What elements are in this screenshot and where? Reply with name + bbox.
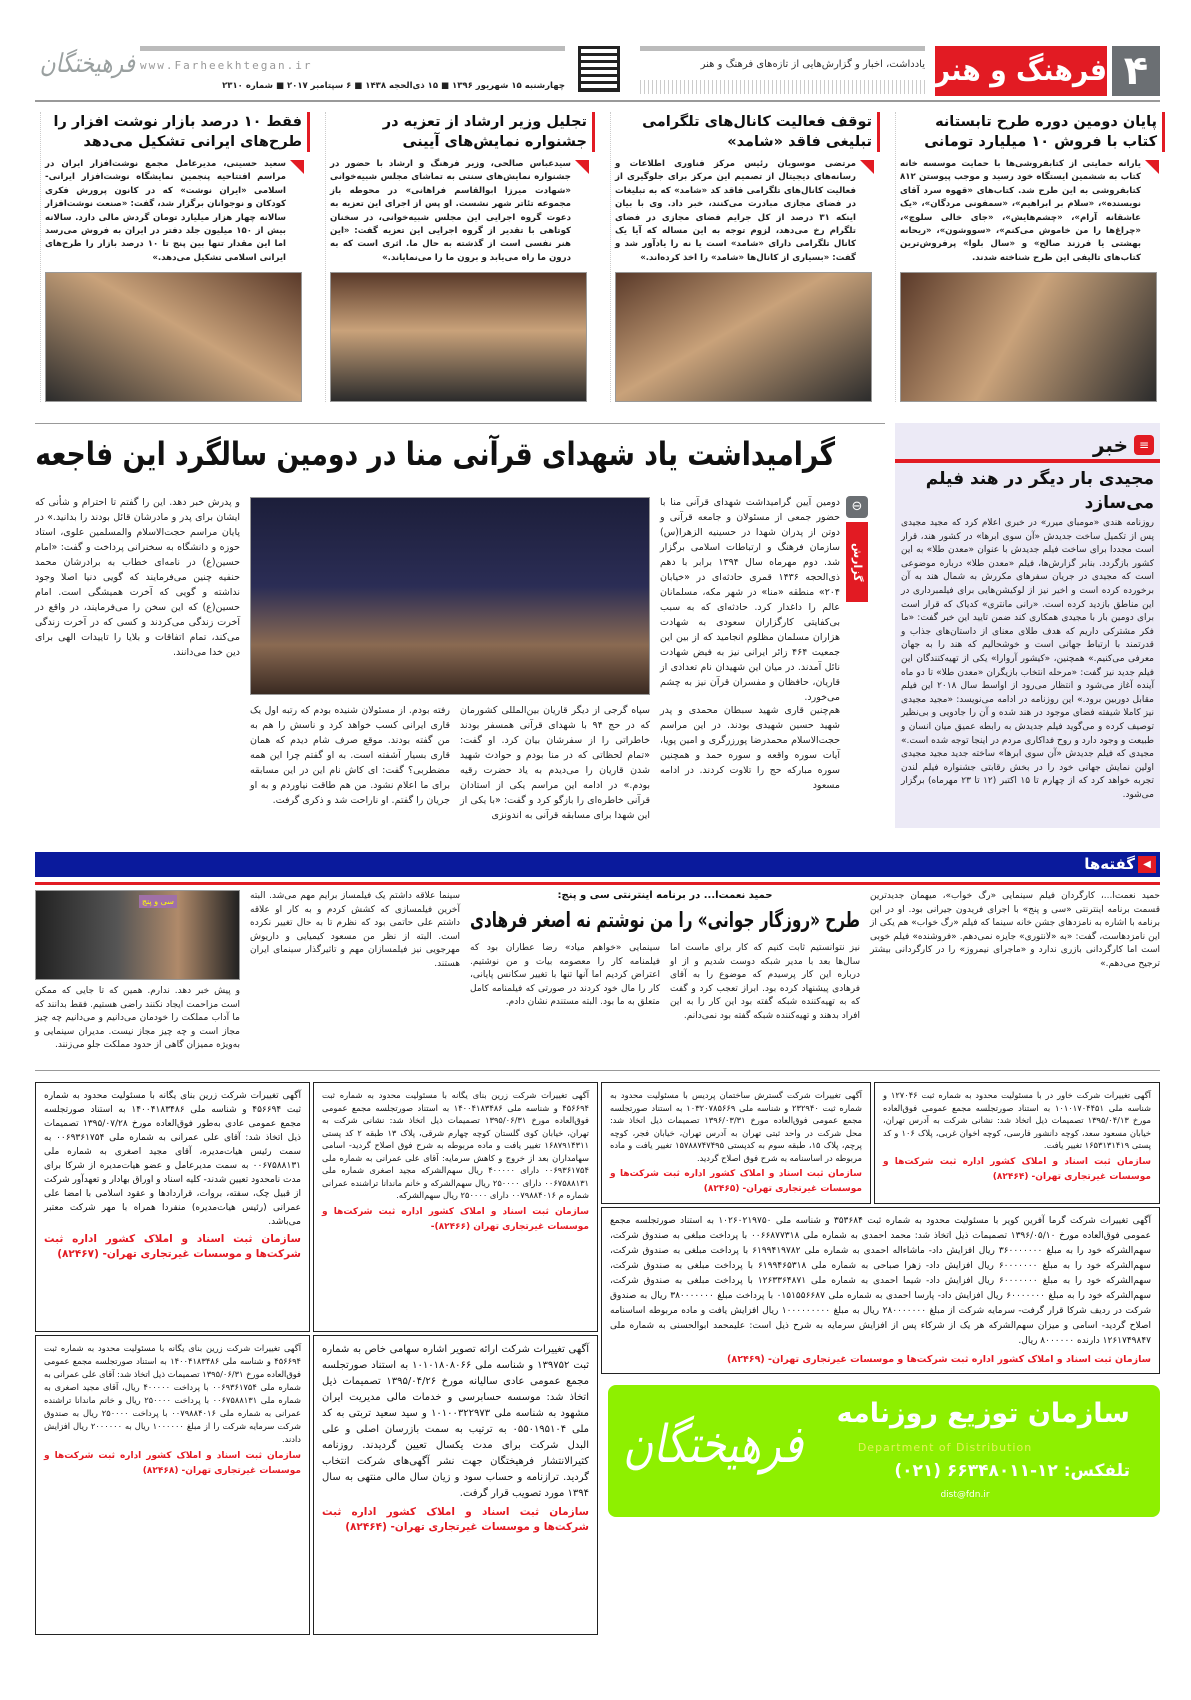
report-tag: گزارش [846,522,868,602]
main-top-rule [35,423,885,424]
ad-org: سازمان ثبت اسناد و املاک کشور اداره ثبت شرکت‌ها و موسسات غیرتجاری تهران- (۸۲۴۶۹) [727,1354,1151,1365]
story-body-row [615,158,880,266]
header-rule [640,46,925,51]
ads-column-left [35,1082,310,1635]
main-col-right: دومین آیین گرامیداشت شهدای قرآنی منا با حضور جمعی از مسئولان و جامعه قرآنی و دوتن از پدران شهدا در حسینیه الزهرا(س) سازمان فرهنگ و ارتباطات اسلامی برگزار شد. دوم مهرماه سال ۱۳۹۴ برابر با دهم ذی‌الحجه ۱۴۳۶ قمری حادثه‌ای در «خیابان ۲۰۴» منطقه «منا» در شهر مکه، مسلمانان عالم را داغدار کرد. حادثه‌ای که به سبب بی‌کفایتی کارگزاران سعودی به شهادت هزاران مسلمان مظلوم انجامید که از بین این جمعیت ۴۶۴ زائر ایرانی نیز به فیض شهادت نائل آمدند. در میان این شهیدان نام تعدادی از قاریان، حافظان و مفسران قرآن نیز به چشم می‌خورد. [660,497,840,703]
top-story [40,112,310,402]
story-body-row [45,158,310,266]
red-corner-icon [575,160,589,174]
story-title: فقط ۱۰ درصد بازار نوشت افزار را طرح‌های ایرانی تشکیل می‌دهد [45,112,310,152]
back-arrow-icon: ⊖ [846,496,868,518]
main-col-left: و پدرش خبر دهد. این را گفتم تا احترام و شأنی که ایشان برای پدر و مادرشان قائل بودند را بدانید.» در پایان مراسم حجت‌الاسلام والمسلمین علوی، استاد حوزه و دانشگاه به سخنرانی پرداخت و گفت: «امام حسین(ع) در نامه‌ای خطاب به برادرشان محمد حنفیه چنین می‌فرمایند که گویی دنیا اصلا وجود نداشته و گویی که آخرت همیشگی است. امام حسین(ع) که این سخن را می‌فرمایند، در واقع در آخرت زندگی می‌کردند و کسی که در آخرت زندگی می‌کند، تمام اتفاقات و بلایا را تاییدات الهی برای دین خدا می‌دانند. [35,497,240,658]
story-photo [615,272,872,402]
section-subtitle: یادداشت، اخبار و گزارش‌هایی از تازه‌های فرهنگ و هنر [700,59,925,70]
story-title: توقف فعالیت کانال‌های تلگرامی تبلیغی فاقد «شامد» [615,112,880,152]
story-body: سیدعباس صالحی، وزیر فرهنگ و ارشاد با حضور در جشنواره نمایش‌های سنتی به تماشای مجلس شبیه‌خوانی «شهادت میرزا ابوالقاسم فراهانی» در محوطه باز مجموعه تئاتر شهر نشست. او پس از اجرای این تعزیه به دعوت گروه اجرایی این مجلس شبیه‌خوانی، در سخنان کوتاهی با تقدیر از گروه اجرایی این تعزیه گفت: «این هنر نفسی است از گذشته به حال ما. اثری است که به درون ما راه می‌یابد و برون ما را می‌نمایاند.» [330,159,571,263]
story-title: پایان دومین دوره طرح تابستانه کتاب با فروش ۱۰ میلیارد تومانی [900,112,1165,152]
story-photo [330,272,587,402]
red-corner-icon [860,160,874,174]
sayings-col-1: حمید نعمت‌ا...، کارگردان فیلم سینمایی «رگ خواب»، میهمان جدیدترین قسمت برنامه اینترنتی «سی و پنج» با اجرای فریدون جیرانی بود. او در این برنامه با اشاره به نامزدهای جشن خانه سینما که فیلم «رگ خواب» هم یکی از این نامزدهاست، گفت: «به «لانتوری» جایزه نمی‌دهم. «فروشنده» فیلم خوبی است اما کارگردانی بازری ندارد و «ماجرای نیمروز» را در کارگردانی بیشتر ترجیح می‌دهم.» [870,891,1160,969]
news-box [895,423,1160,828]
ad-body: آگهی تغییرات شرکت زرین بنای یگانه با مسئولیت محدود به شماره ثبت ۴۵۶۶۹۴ و شناسه ملی ۱۴۰۰۴۱۸۳۴۸۶ به استناد صورتجلسه مجمع عمومی عادی به‌طور فوق‌العاده مورخ ۱۳۹۵/۰۷/۲۸ تصمیمات ذیل اتخاذ شد: آقای علی عمرانی به شماره ملی ۰۰۶۹۳۶۱۷۵۴ به سمت رئیس هیات‌مدیره، آقای مجید اصغری به شماره ملی ۰۰۶۷۵۸۸۱۳۱ به سمت مدیرعامل و عضو هیات‌مدیره از شرکا برای مدت نامحدود تعیین شدند- کلیه اسناد و اوراق بهادار و تعهدآور شرکت از قبیل چک، سفته، بروات، قراردادها و عقود اسلامی با امضا علی عمرانی (رئیس هیات‌مدیره) منفردا همراه با مهر شرکت معتبر می‌باشد. [44,1091,301,1227]
story-body: مرتضی موسویان رئیس مرکز فناوری اطلاعات و رسانه‌های دیجیتال از تصمیم این مرکز برای جلوگیری از فعالیت کانال‌های تلگرامی فاقد کد «شامد» که به تبلیغات در فضای مجازی مبادرت می‌کنند، خبر داد. وی با بیان اینکه ۳۱ درصد از کل جرایم فضای مجازی در فضای تلگرام رخ می‌دهد، لزوم توجه به این مساله که آیا یک کانال تلگرامی دارای «شامد» است یا نه را یادآور شد و گفت: «بسیاری از کانال‌ها «شامد» را اخذ کرده‌اند.» [615,159,856,263]
ad-notice [313,1082,598,1332]
news-box-label: خبر [1092,433,1128,457]
ad-notice [601,1082,871,1204]
section-title-box [935,46,1107,96]
main-bottom-col-1: سپاه گرجی از دیگر قاریان بین‌المللی کشورمان که در حج ۹۴ با شهدای قرآنی همسفر بودند خاطراتی را از سفرشان بیان کرد. او گفت: «تمام لحظاتی که در منا بودم و حوادث شهید شدن قاریان را می‌دیدم به یاد حضرت رقیه بودم.» در ادامه این مراسم یکی از استادان قرآنی خاطره‌ای را بازگو کرد و گفت: «با یکی از این شهدا برای مسابقه قرآنی به اندونزی [460,705,650,821]
ad-org: سازمان ثبت اسناد و املاک کشور اداره ثبت شرکت‌ها و موسسات غیرتجاری تهران- (۸۲۴۶۴) [322,1506,589,1533]
main-story-photo [250,497,650,695]
ads-column-right [601,1082,1160,1517]
header-rule-left [140,46,565,51]
ad-body: آگهی تغییرات شرکت ارائه تصویر اشاره سهامی خاص به شماره ثبت ۱۳۹۷۵۲ و شناسه ملی ۱۰۱۰۱۸۰۸۰۶۶ به استناد صورتجلسه مجمع عمومی عادی سالیانه مورخ ۱۳۹۵/۰۴/۲۶ تصمیمات ذیل اتخاذ شد: موسسه حسابرسی و خدمات مالی مدیریت ایران مشهود به شناسه ملی ۱۰۱۰۰۳۲۲۹۷۳ و سید سعید تربتی به کد ملی ۰۵۵۰۱۹۵۱۰۴ به ترتیب به سمت بازرسان اصلی و علی البدل شرکت برای مدت یکسال تعیین گردیدند. روزنامه کثیرالانتشار فرهیختگان جهت نشر آگهی‌های شرکت انتخاب گردید. ترازنامه و حساب سود و زیان سال مالی منتهی به سال ۱۳۹۴ مورد تصویب قرار گرفت. [322,1344,590,1499]
sayings-bottom-rule [35,1070,1160,1071]
distribution-email: dist@fdn.ir [940,1490,990,1500]
news-box-title: مجیدی بار دیگر در هند فیلم می‌سازد [925,469,1154,513]
header-pattern [640,80,925,94]
sayings-col-2: نیز نتوانستیم ثابت کنیم که کار برای ماست اما سال‌ها بعد با مدیر شبکه دوست شدیم و از او درباره این کار پرسیدم که موضوع را به آقای فرهادی پیشنهاد کرده بود. ابراز تعجب کرد و گفت که به تهیه‌کننده شبکه گفته بود این کار را به این افراد بدهند و تهیه‌کننده شبکه گفته بود نمی‌دانم. [670,943,860,1021]
ad-body: آگهی تغییرات شرکت گسترش ساختمان پردیس با مسئولیت محدود به شماره ثبت ۲۳۲۹۴۰ و شناسه ملی ۱۰۳۲۰۷۸۵۶۶۹ به استناد صورتجلسه مجمع عمومی فوق‌العاده مورخ ۱۳۹۶/۰۳/۳۱ تصمیمات ذیل اتخاذ شد: محل شرکت در واحد ثبتی تهران به آدرس تهران، خیابان فجر، کوچه پرچم، پلاک ۱۵، طبقه سوم به کدپستی ۱۵۷۸۸۷۴۷۴۹۵ تغییر یافت و ماده مربوطه در اساسنامه به شرح فوق اصلاح گردید. [610,1090,863,1163]
sayings-label: گفته‌ها [1084,855,1135,873]
ad-org: سازمان ثبت اسناد و املاک کشور اداره ثبت شرکت‌ها و موسسات غیرتجاری تهران- (۸۲۴۶۴) [883,1156,1151,1182]
main-bottom-col-3: هم‌چنین قاری شهید سبطان محمدی و پدر شهید حسین شهیدی بودند. در این مراسم حجت‌الاسلام محمدرضا پورزرگری و امین پویا، آیات سوره واقعه و سوره حمد و همچنین سوره مبارکه حج را تلاوت کردند. در ادامه مسعود [660,705,840,791]
sayings-bar [35,852,1160,877]
red-corner-icon [290,160,304,174]
sayings-col-5: و پیش خبر دهد. ندارم. همین که تا جایی که ممکن است مزاحمت ایجاد نکنند راضی هستیم. فقط بدانند که ما آداب مملکت را خودمان می‌دانیم و می‌دانیم چه چیز مجاز است و چه چیز مجاز نیست. مدیران سینمایی و به‌ویژه ممیزان گاهی از حدود مملکت جلو می‌زنند. [35,986,240,1051]
ad-body: آگهی تغییرات شرکت گرما آفرین کویر با مسئولیت محدود به شماره ثبت ۳۵۳۶۸۴ و شناسه ملی ۱۰۲۶۰۲۱۹۷۵۰ به استناد صورتجلسه مجمع عمومی فوق‌العاده مورخ ۱۳۹۶/۰۵/۱۰ تصمیمات ذیل اتخاذ شد: محمد احمدی به شماره ملی ۰۰۶۶۸۷۷۳۱۸ با پرداخت مبلغی به صندوق شرکت، سهم‌الشرکه خود را به مبلغ ۳۶۰۰۰۰۰۰۰ ریال افزایش داد- ماشاءاله احمدی به شماره ملی ۶۱۹۹۴۱۹۷۸۲ با پرداخت مبلغی به صندوق شرکت، سهم‌الشرکه خود را به مبلغ ۶۰۰۰۰۰۰۰ ریال افزایش داد- زهرا صباحی به شماره ملی ۶۱۹۹۴۶۵۳۱۸ با پرداخت مبلغی به صندوق شرکت، سهم‌الشرکه خود را به مبلغ ۶۰۰۰۰۰۰۰ ریال افزایش داد- شیما احمدی به شماره ملی ۱۲۶۳۳۶۴۸۷۱ با پرداخت مبلغی به صندوق شرکت، سهم‌الشرکه خود را به مبلغ ۶۰۰۰۰۰۰۰ ریال افزایش داد- پارسا احمدی به شماره ملی ۰۱۵۱۵۵۶۶۸۷ با پرداخت مبلغ ۳۸۰۰۰۰۰۰۰ ریال به صندوق شرکت در ردیف شرکا قرار گرفت- سرمایه شرکت از مبلغ ۲۸۰۰۰۰۰۰۰ ریال به مبلغ ۱۰۰۰۰۰۰۰۰۰ ریال افزایش یافت و ماده مربوطه اساسنامه اصلاح گردید- اسامی و میزان سهم‌الشرکه هر یک از شرکاء پس از افزایش سرمایه به شرح ذیل است: علیمحمد ابوالحسنی به شماره ملی ۱۲۶۱۷۴۹۸۴۷ دارنده ۸۰۰۰۰۰۰ ریال. [610,1216,1151,1346]
ad-notice [35,1082,310,1332]
sayings-col-3: سینمایی «خواهم میاد» رضا عطاران بود که فیلمنامه کار را معصومه بیات و من نوشتیم. اعتراض کردیم اما آنها تنها با تغییر سکانس پایانی، کار را مال خود کردند در صورتی که فیلمنامه کامل متعلق به ما بود. البته مستندم نشان دادم. [470,943,660,1008]
top-story [610,112,880,402]
ad-notice [313,1335,598,1635]
main-story-title: گرامیداشت یاد شهدای قرآنی منا در دومین سالگرد این فاجعه [35,435,836,473]
newspaper-icon [578,46,620,92]
sayings-col-4: سینما علاقه داشتم یک فیلمساز برایم مهم می‌شد. البته آخرین فیلمسازی که کشش کردم و به کار او علاقه داشتم علی حاتمی بود که نظرم تا به حال تغییر نکرده است. البته از نظر من مسعود کیمیایی و داریوش مهرجویی نیز فیلمسازان مهم و تاثیرگذار سینمای ایران هستند. [250,891,460,969]
story-body: یارانه حمایتی از کتابفروشی‌ها با حمایت موسسه خانه کتاب به ششمین ایستگاه خود رسید و موجب پیوستن ۸۱۲ کتابفروشی به این طرح شد. کتاب‌های «قهوه سرد آقای نویسنده»، «سلام بر ابراهیم»، «سمفونی مردگان»، «یک عاشقانه آرام»، «چشم‌هایش»، «جای خالی سلوچ»، «چراغ‌ها را من خاموش می‌کنم»، «سووشون»، «ریحانه بهشتی یا فرزند صالح» و «سال بلوا» پرفروش‌ترین کتاب‌های تالیفی این طرح شناخته شدند. [900,159,1141,263]
ad-notice [601,1207,1160,1374]
story-body-row [900,158,1165,266]
ad-org: سازمان ثبت اسناد و املاک کشور اداره ثبت شرکت‌ها و موسسات غیرتجاری تهران- (۸۲۴۶۷) [44,1233,301,1260]
distribution-english: Department of Distribution [857,1441,1033,1454]
dateline: چهارشنبه ۱۵ شهریور ۱۳۹۶ ■ ۱۵ ذی‌الحجه ۱۴۳۸ ■ ۶ سپتامبر ۲۰۱۷ ■ شماره ۲۳۱۰ [222,81,565,91]
ad-body: آگهی تغییرات شرکت زرین بنای یگانه با مسئولیت محدود به شماره ثبت ۴۵۶۶۹۴ و شناسه ملی ۱۴۰۰۴۱۸۳۴۸۶ به استناد صورتجلسه مجمع عمومی فوق‌العاده مورخ ۱۳۹۵/۰۶/۳۱ تصمیمات ذیل اتخاذ شد: آقای علی عمرانی به شماره ملی ۰۰۶۹۳۶۱۷۵۴ با پرداخت ۴۰۰۰۰۰ ریال، آقای مجید اصغری به شماره ملی ۰۰۶۷۵۸۸۱۳۱ با پرداخت ۲۵۰۰۰۰ ریال و خانم ماندانا تراشنده عمرانی به شماره ملی ۰۰۷۹۸۸۴۰۱۶ با پرداخت ۲۵۰۰۰۰ ریال به صندوق شرکت سرمایه شرکت را از مبلغ ۱۰۰۰۰۰۰ ریال به ۲۰۰۰۰۰۰ ریال افزایش دادند. [44,1343,302,1444]
sayings-icon: ◀ [1138,856,1156,873]
story-body-row [330,158,595,266]
top-story [895,112,1165,402]
ad-org: سازمان ثبت اسناد و املاک کشور اداره ثبت شرکت‌ها و موسسات غیرتجاری تهران- (۸۲۴۶۵) [610,1169,862,1194]
ad-body: آگهی تغییرات شرکت زرین بنای یگانه با مسئولیت محدود به شماره ثبت ۴۵۶۶۹۴ و شناسه ملی ۱۴۰۰۴۱۸۳۴۸۶ به استناد صورتجلسه مجمع عمومی فوق‌العاده مورخ ۱۳۹۵/۰۶/۳۱ تصمیمات ذیل اتخاذ شد: نشانی شرکت به تهران، خیابان کوی گلستان کوچه چهارم شرقی، پلاک ۱۳ طبقه ۲ کد پستی ۱۶۸۷۹۱۴۳۱۱ تغییر یافت و ماده مربوطه به شرح فوق اصلاح گردید- اسامی سهامداران بعد از خروج و کاهش سرمایه: آقای علی عمرانی به شماره ملی ۰۰۶۹۳۶۱۷۵۴ دارای ۴۰۰۰۰۰ ریال سهم‌الشرکه مجید اصغری شماره ملی ۰۰۶۷۵۸۸۱۳۱ دارای ۲۵۰۰۰۰ ریال سهم‌الشرکه و خانم ماندانا تراشنده عمرانی شماره م ۰۰۷۹۸۸۴۰۱۶ دارای ۲۵۰۰۰۰ ریال سهم‌الشرکه. [322,1090,589,1200]
header-divider [35,100,1160,102]
sayings-photo [35,890,240,980]
sayings-kicker: حمید نعمت‌ا... در برنامه اینترنتی سی و پنج: [557,890,773,901]
sayings-rule [35,882,1160,885]
story-title: تجلیل وزیر ارشاد از تعزیه در جشنواره نمایش‌های آیینی [330,112,595,152]
story-body: سعید حسینی، مدیرعامل مجمع نوشت‌افزار ایران در مراسم افتتاحیه پنجمین نمایشگاه نوشت‌افزار ایرانی-اسلامی «ایران نوشت» که در کانون پرورش فکری کودکان و نوجوانان برگزار شد، گفت: «صنعت نوشت‌افزار سالانه چهار هزار میلیارد تومان گردش مالی دارد. سالانه بیش از ۱۵۰ میلیون جلد دفتر در ایران به فروش می‌رسد اما این مقدار تنها بین پنج تا ۱۰ درصد بازار را طرح‌های ایرانی اسلامی تشکیل می‌دهد.» [45,159,286,263]
main-bottom-col-2: رفته بودم. از مسئولان شنیده بودم که رتبه اول یک قاری ایرانی کسب خواهد کرد و ناسش را هم به من گفته بودند. موقع صرف شام دیدم که همان قاری بسیار آشفته است. به او گفتم چرا این همه مضطربی؟ گفت: ای کاش نام این در این مسابقه برای ما اعلام نشود. من هم طاقت نیاوردم و به او جریان را گفتم. او ناراحت شد و ذکری گرفت. [250,705,450,806]
red-corner-icon [1145,160,1159,174]
news-box-body: روزنامه هندی «مومبای میرر» در خبری اعلام کرد که مجید مجیدی پس از تکمیل ساخت جدیدش «آن سوی ابرها» در کشور هند، قرار است مجددا برای ساخت فیلم جدیدش با عنوان «معدن طلا» به این کشور بازگردد. بنابر گزارش‌ها، فیلم «معدن طلا» درباره موضوعی است که مجیدی در جریان سفرهای مکررش به شمال هند به آن برخورده کرده است و اخیر نیز از لوکیشن‌هایی برای فیلمبرداری در این مناطق بازدید کرده است. «رانی مانتری» کدیاک که قرار است برای دومین بار با مجیدی همکاری کند ضمن تایید این خبر گفت: «ما فکر مشترکی داریم که هدف طلای معنای از داستان‌های جذاب و قدرتمند با ارتباط جهانی است و خوشحالیم که هند را به جهان معرفی می‌کنیم.» همچنین، «کیشور آروارا» یکی از تهیه‌کنندگان این فیلم جدید نیز گفت: «مرحله انتخاب بازیگران «معدن طلا» تا دو ماه آینده آغاز می‌شود و انتظار می‌رود از اواسط سال ۲۰۱۸ این فیلم مقابل دوربین برود.» این روزنامه در ادامه می‌نویسد: «مجید مجیدی نیز کاملا شیفته فضای موجود در هند شده و آن را جادویی و بی‌نظیر توصیف کرده و می‌گوید فیلم جدیدش به رابطه عمیق میان انسان و طبیعت و وجود دارد و روح فداکاری مردم در اینجا توجه شده است.» مجیدی که فیلم جدیدش «آن سوی ابرها» ساخته جدید مجید مجیدی اولین نمایش جهانی خود را در بخش رقابتی جشنواره فیلم لندن تجربه خواهد کرد که از چهارم تا ۱۵ اکتبر (۱۲ تا ۲۳ مهرماه) برگزار می‌شود. [901,518,1154,800]
story-photo [45,272,302,402]
story-photo [900,272,1157,402]
speech-bubble-icon: ≡ [1134,435,1154,455]
distribution-ad [608,1385,1160,1517]
site-url: www.Farheekhtegan.ir [140,59,313,72]
page-number: ۴ [1112,46,1160,96]
ad-notice [35,1335,310,1635]
distribution-logo: فرهیختگان [623,1415,803,1475]
distribution-phone: تلفکس: ۱۲-۶۶۳۴۸۰۱۱ (۰۲۱) [894,1461,1130,1481]
ad-org: سازمان ثبت اسناد و املاک کشور اداره ثبت شرکت‌ها و موسسات غیرتجاری تهران- (۸۲۴۶۸) [44,1451,301,1476]
distribution-title: سازمان توزیع روزنامه [836,1398,1130,1429]
ad-body: آگهی تغییرات شرکت خاور در با مسئولیت محدود به شماره ثبت ۱۲۷۰۴۶ و شناسه ملی ۱۰۱۰۱۷۰۴۴۵۱ به استناد صورتجلسه مجمع عمومی فوق‌العاده مورخ ۱۳۹۵/۰۴/۱۳ تصمیمات ذیل اتخاذ شد: نشانی شرکت به آدرس تهران، خیابان مسعود سعد، کوچه دانشور فارسی، کوچه اخوان غربی، پلاک ۱۰۶ و کد پستی ۱۶۵۳۱۳۱۴۱۹ تغییر یافت. [883,1090,1152,1150]
top-story [325,112,595,402]
ads-column-middle [313,1082,598,1635]
section-title: فرهنگ و هنر [934,53,1107,88]
ad-notice [874,1082,1160,1204]
ad-org: سازمان ثبت اسناد و املاک کشور اداره ثبت شرکت‌ها و موسسات غیرتجاری تهران (۸۲۴۶۶)- [322,1206,589,1232]
sayings-title: طرح «روزگار جوانی» را من نوشتم نه اصغر فرهادی [470,908,860,932]
logo: فرهیختگان [39,49,135,79]
photo-badge: سی و پنج [139,895,177,908]
